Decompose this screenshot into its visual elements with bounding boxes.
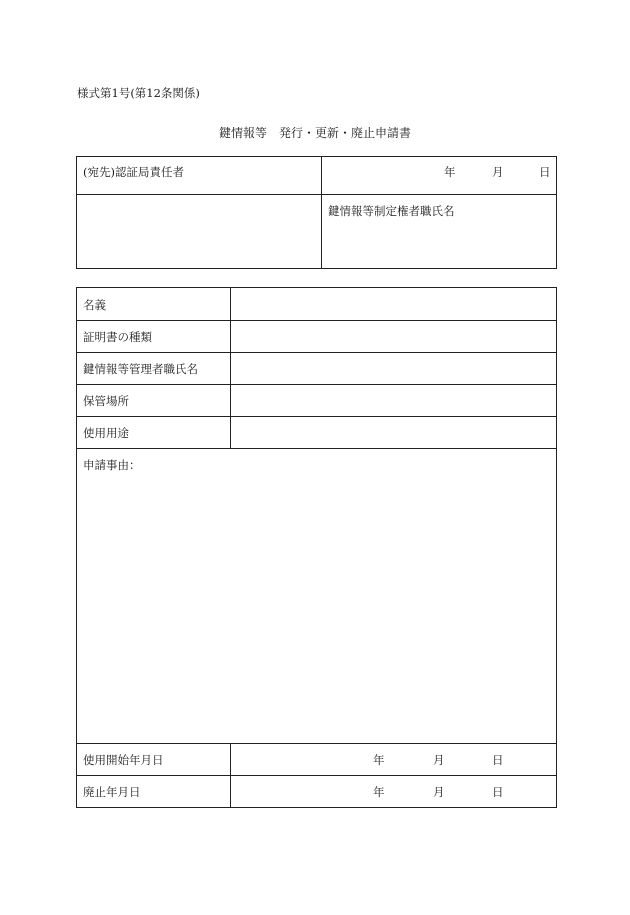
- header-date-month: 月: [492, 165, 504, 179]
- applicant-name-label: 鍵情報等制定権者職氏名: [328, 204, 455, 218]
- row-label-holder-name: 名義: [83, 298, 106, 312]
- end-date-year: 年: [373, 785, 385, 799]
- certificate-type-field[interactable]: [231, 321, 556, 352]
- addressee-label: (宛先)認証局責任者: [83, 165, 184, 179]
- row-label-usage-purpose: 使用用途: [83, 426, 129, 440]
- key-manager-field[interactable]: [231, 353, 556, 384]
- end-date-month: 月: [433, 785, 445, 799]
- reason-field[interactable]: [77, 476, 556, 742]
- row-label-certificate-type: 証明書の種類: [83, 330, 152, 344]
- start-date-day: 日: [492, 753, 504, 767]
- usage-purpose-field[interactable]: [231, 417, 556, 448]
- addressee-blank-field[interactable]: [77, 195, 320, 268]
- row-label-storage-location: 保管場所: [83, 394, 129, 408]
- row-divider-5: [76, 448, 557, 449]
- start-date-label: 使用開始年月日: [83, 753, 164, 767]
- form-title: 鍵情報等 発行・更新・廃止申請書: [218, 126, 411, 140]
- applicant-name-field[interactable]: [322, 220, 556, 268]
- header-date-day: 日: [539, 165, 551, 179]
- end-date-label: 廃止年月日: [83, 785, 141, 799]
- header-date-year: 年: [444, 165, 456, 179]
- end-date-day: 日: [492, 785, 504, 799]
- row-divider-7: [76, 775, 557, 776]
- form-number: 様式第1号(第12条関係): [77, 86, 200, 100]
- row-divider-6: [76, 743, 557, 744]
- start-date-month: 月: [433, 753, 445, 767]
- details-label-divider-bottom: [230, 743, 231, 808]
- row-label-key-manager: 鍵情報等管理者職氏名: [83, 362, 198, 376]
- reason-label: 申請事由：: [83, 458, 141, 472]
- holder-name-field[interactable]: [231, 288, 556, 320]
- start-date-year: 年: [373, 753, 385, 767]
- storage-location-field[interactable]: [231, 385, 556, 416]
